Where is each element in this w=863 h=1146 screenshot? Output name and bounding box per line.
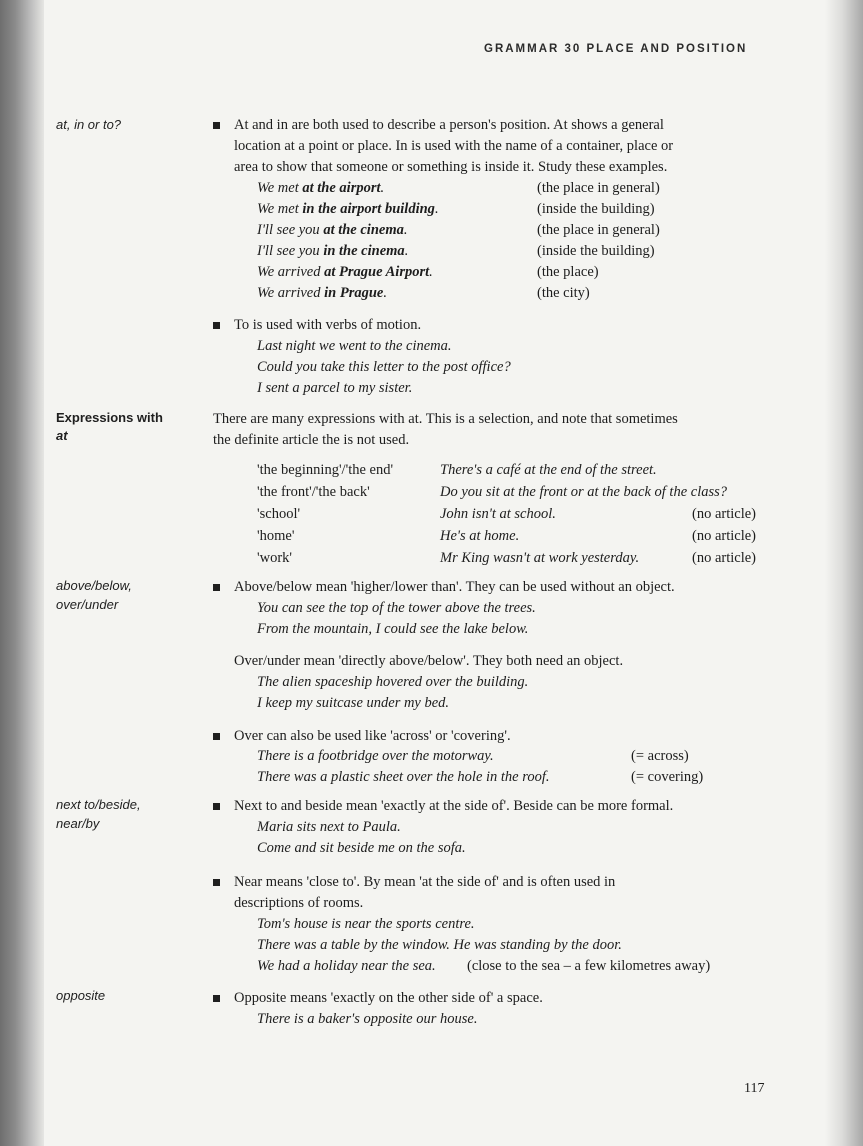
example-sentence: There is a footbridge over the motorway. (257, 748, 494, 764)
expression-note: (no article) (692, 550, 757, 566)
example-sentence: I'll see you in the cinema. (257, 243, 409, 259)
expression-label: 'work' (257, 550, 293, 566)
sidebar-label-next-to-beside: next to/beside, (56, 797, 141, 812)
example-sentence: Come and sit beside me on the sofa. (257, 840, 466, 856)
example-sentence: From the mountain, I could see the lake below. (257, 621, 529, 637)
bullet-marker (213, 803, 220, 810)
paragraph-line: the definite article the is not used. (213, 432, 410, 448)
example-sentence: I keep my suitcase under my bed. (257, 695, 450, 711)
example-sentence: We arrived in Prague. (257, 285, 387, 301)
paragraph-line: Opposite means 'exactly on the other side of' a space. (234, 990, 543, 1006)
example-sentence: I'll see you at the cinema. (257, 222, 408, 238)
expression-label: 'the front'/'the back' (257, 484, 370, 500)
paragraph-line: Over/under mean 'directly above/below'. They both need an object. (234, 653, 624, 669)
expression-note: (no article) (692, 506, 757, 522)
bullet-marker (213, 584, 220, 591)
sidebar-label-over-under: over/under (56, 597, 119, 612)
example-sentence: We met at the airport. (257, 180, 385, 196)
paragraph-line: There are many expressions with at. This is a selection, and note that sometimes (213, 411, 678, 427)
example-sentence: The alien spaceship hovered over the building. (257, 674, 529, 690)
example-note: (the place in general) (537, 222, 660, 238)
expression-label: 'home' (257, 528, 295, 544)
example-sentence: I sent a parcel to my sister. (257, 380, 413, 396)
paragraph-line: Near means 'close to'. By mean 'at the side of' and is often used in (234, 874, 616, 890)
bullet-marker (213, 122, 220, 129)
expression-note: (no article) (692, 528, 757, 544)
example-sentence: We had a holiday near the sea. (257, 958, 436, 974)
expression-example: There's a café at the end of the street. (440, 462, 657, 478)
example-note: (= covering) (631, 769, 704, 785)
expression-example: John isn't at school. (440, 506, 556, 522)
expression-example: He's at home. (440, 528, 520, 544)
example-sentence: There was a table by the window. He was standing by the door. (257, 937, 622, 953)
book-binding-shadow (0, 0, 44, 1146)
example-sentence: We arrived at Prague Airport. (257, 264, 433, 280)
example-note: (the city) (537, 285, 590, 301)
running-header: GRAMMAR 30 PLACE AND POSITION (484, 43, 748, 55)
example-sentence: Last night we went to the cinema. (257, 338, 452, 354)
example-note: (= across) (631, 748, 689, 764)
expression-example: Do you sit at the front or at the back of the class? (440, 484, 728, 500)
bullet-marker (213, 733, 220, 740)
paragraph-line: descriptions of rooms. (234, 895, 364, 911)
sidebar-label-near-by: near/by (56, 816, 100, 831)
page-number: 117 (744, 1081, 765, 1096)
example-note: (inside the building) (537, 243, 655, 259)
paragraph-line: To is used with verbs of motion. (234, 317, 422, 333)
paragraph-line: Over can also be used like 'across' or 'covering'. (234, 728, 511, 744)
example-note: (inside the building) (537, 201, 655, 217)
bullet-marker (213, 995, 220, 1002)
example-note: (the place) (537, 264, 599, 280)
sidebar-label-expressions-at: at (56, 428, 68, 443)
expression-label: 'the beginning'/'the end' (257, 462, 394, 478)
example-sentence: Could you take this letter to the post office? (257, 359, 511, 375)
paragraph-line: At and in are both used to describe a person's position. At shows a general (234, 117, 664, 133)
example-sentence: Maria sits next to Paula. (257, 819, 401, 835)
example-sentence: There was a plastic sheet over the hole in the roof. (257, 769, 550, 785)
expression-example: Mr King wasn't at work yesterday. (440, 550, 640, 566)
paragraph-line: location at a point or place. In is used with the name of a container, place or (234, 138, 674, 154)
example-sentence: Tom's house is near the sports centre. (257, 916, 475, 932)
page-edge-shadow (825, 0, 863, 1146)
paragraph-line: area to show that someone or something is inside it. Study these examples. (234, 159, 668, 175)
example-sentence: There is a baker's opposite our house. (257, 1011, 478, 1027)
bullet-marker (213, 879, 220, 886)
sidebar-label-above-below: above/below, (56, 578, 132, 593)
example-note: (close to the sea – a few kilometres away) (467, 958, 711, 974)
sidebar-label-expressions: Expressions with (56, 410, 163, 425)
paragraph-line: Above/below mean 'higher/lower than'. They can be used without an object. (234, 579, 675, 595)
example-note: (the place in general) (537, 180, 660, 196)
expression-label: 'school' (257, 506, 301, 522)
sidebar-label-at-in-to: at, in or to? (56, 117, 122, 132)
bullet-marker (213, 322, 220, 329)
paragraph-line: Next to and beside mean 'exactly at the side of'. Beside can be more formal. (234, 798, 674, 814)
example-sentence: You can see the top of the tower above the trees. (257, 600, 536, 616)
example-sentence: We met in the airport building. (257, 201, 439, 217)
sidebar-label-opposite: opposite (56, 988, 106, 1003)
